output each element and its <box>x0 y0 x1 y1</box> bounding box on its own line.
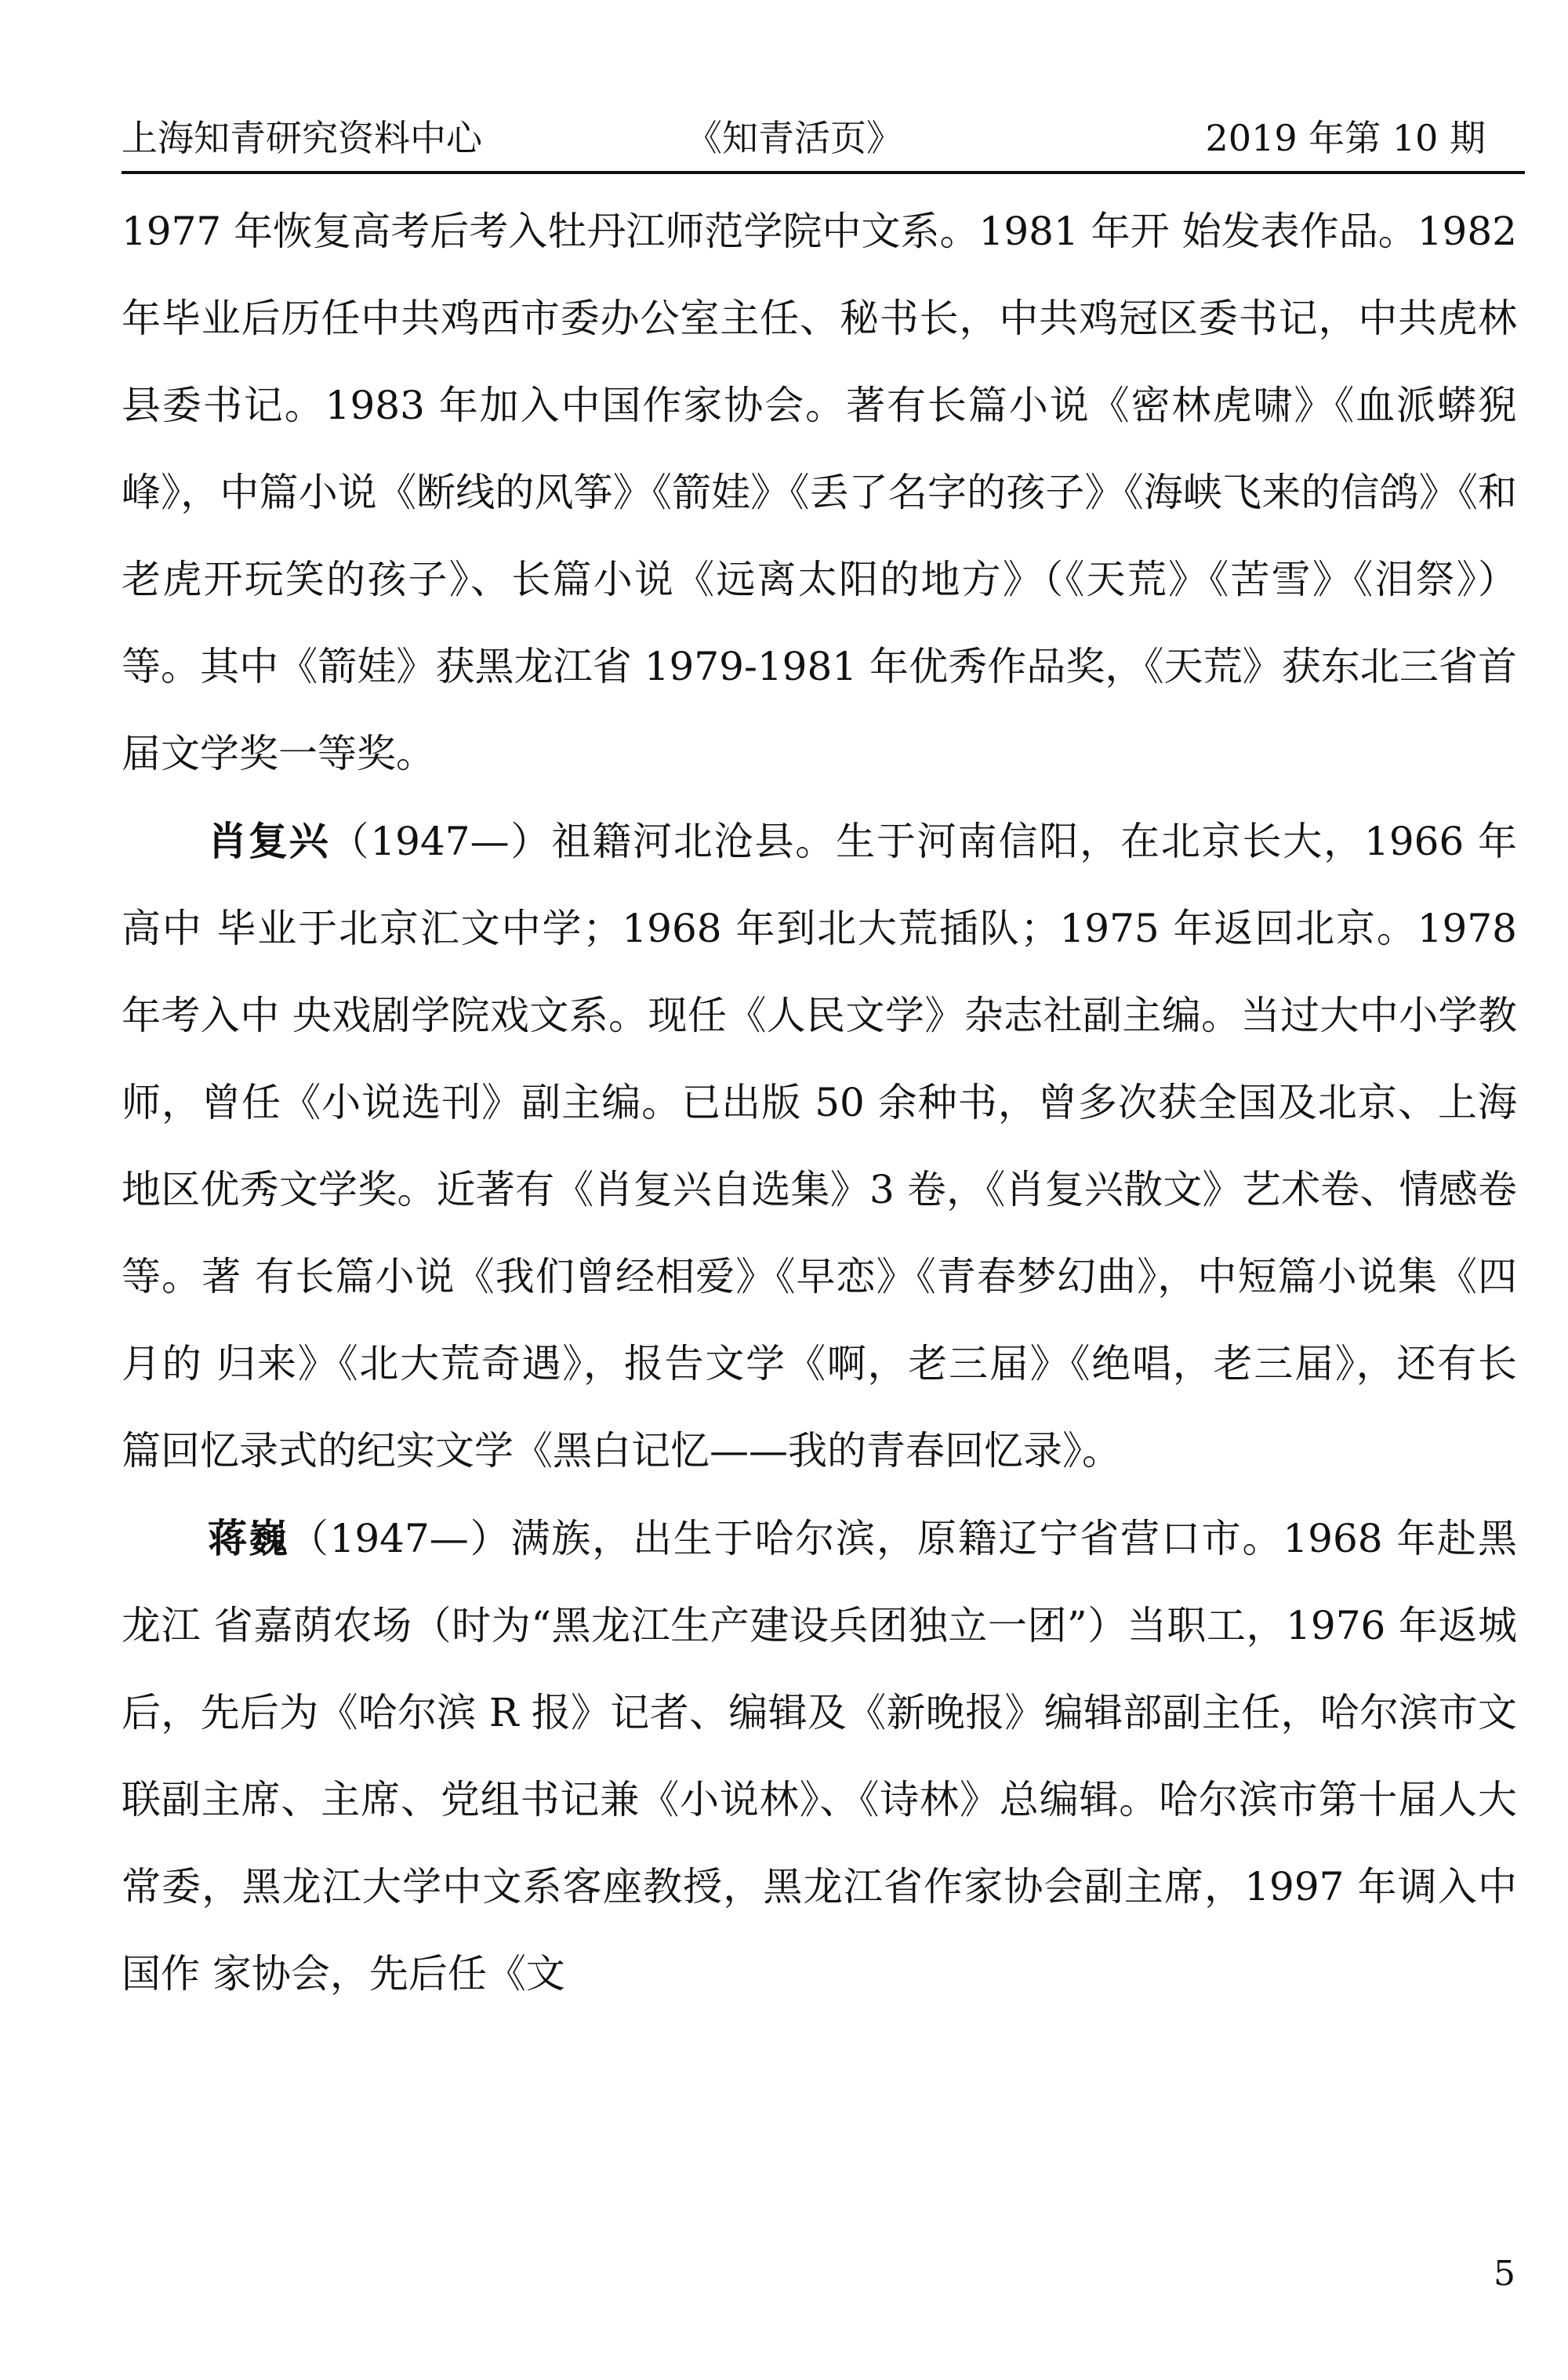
header-organization: 上海知青研究资料中心 <box>122 117 482 159</box>
paragraph-continuation <box>122 188 1517 798</box>
paragraph-jiang-wei <box>122 1495 1517 2018</box>
paragraph-text: （1947—）满族，出生于哈尔滨，原籍辽宁省营口市。1968 年赴黑龙江 省嘉荫农场（时为“黑龙江生产建设兵团独立一团”）当职工，1976 年返城后，先后为《哈尔滨 R 报》记者、编辑及《新晚报》编辑部副主任，哈尔滨市文联副主席、主席、党组书记兼《小说林》、《诗林》总编辑。哈尔滨市第十届人大常委，黑龙江大学中文系客座教授，黑龙江省作家协会副主席，1997 年调入中国作 家协会，先后任《文 <box>122 1516 1518 1997</box>
header-issue: 2019 年第 10 期 <box>1205 117 1486 159</box>
paragraph-text: （1947—）祖籍河北沧县。生于河南信阳，在北京长大，1966 年高中 毕业于北京汇文中学；1968 年到北大荒插队；1975 年返回北京。1978 年考入中 央戏剧学院戏文系。现任《人民文学》杂志社副主编。当过大中小学教师，曾任《小说选刊》副主编。已出版 50 余种书，曾多次获全国及北京、上海地区优秀文学奖。近著有《肖复兴自选集》3 卷，《肖复兴散文》艺术卷、情感卷等。著 有长篇小说《我们曾经相爱》《早恋》《青春梦幻曲》，中短篇小说集《四月的 归来》《北大荒奇遇》，报告文学《啊，老三届》《绝唱，老三届》，还有长 篇回忆录式的纪实文学《黑白记忆——我的青春回忆录》。 <box>122 819 1517 1473</box>
running-header <box>122 110 1517 173</box>
person-name-jiang-wei: 蒋巍 <box>208 1515 289 1561</box>
paragraph-text: 1977 年恢复高考后考入牡丹江师范学院中文系。1981 年开 始发表作品。1982 年毕业后历任中共鸡西市委办公室主任、秘书长，中共鸡冠区委书记，中共虎林县委书记。1983 年加入中国作家协会。著有长篇小说《密林虎啸》《血派蟒猊峰》，中篇小说《断线的风筝》《箭娃》《丢了名字的孩子》《海峡飞来的信鸽》《和老虎开玩笑的孩子》、长篇小说《远离太阳的地方》（《天荒》《苦雪》《泪祭》）等。其中《箭娃》获黑龙江省 1979-1981 年优秀作品奖，《天荒》获东北三省首届文学奖一等奖。 <box>122 209 1517 776</box>
header-publication-title: 《知青活页》 <box>686 117 902 159</box>
article-body <box>122 188 1517 2018</box>
header-divider <box>122 171 1525 174</box>
person-name-xiao-fuxing: 肖复兴 <box>208 818 330 864</box>
paragraph-xiao-fuxing <box>122 798 1517 1495</box>
page-number: 5 <box>1494 2254 1515 2294</box>
